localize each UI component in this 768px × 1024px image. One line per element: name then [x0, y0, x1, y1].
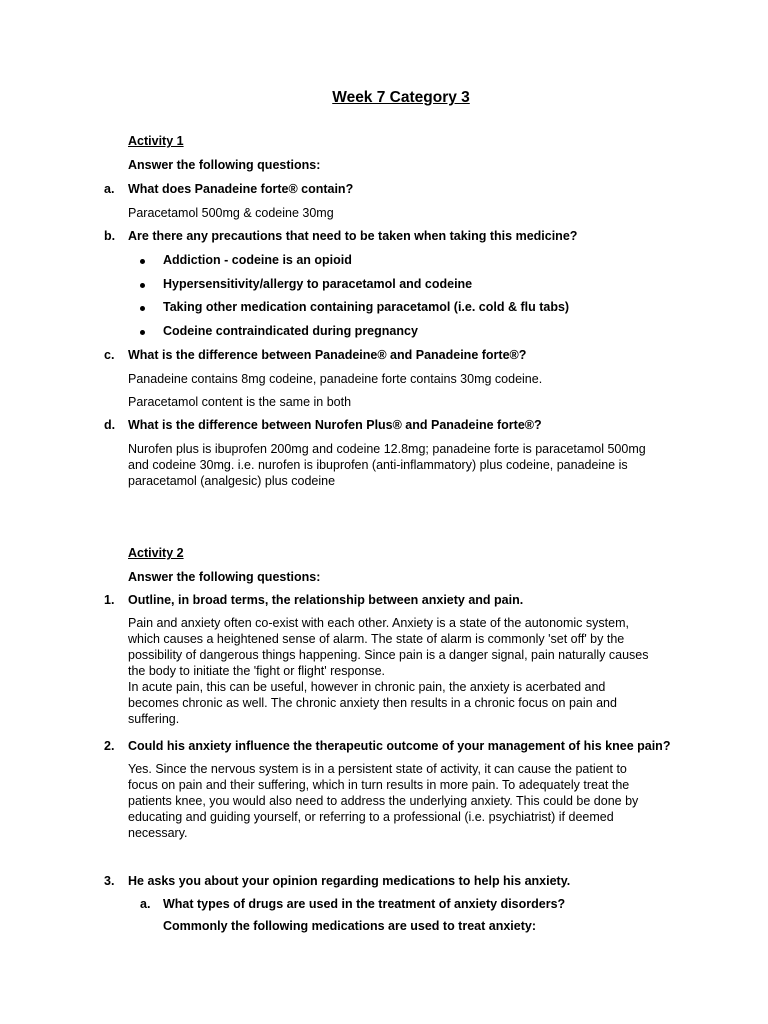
question-1-marker: 1. [104, 593, 115, 607]
sub-answer-text: Commonly the following medications are used to treat anxiety: [163, 919, 536, 933]
answer-1-line: In acute pain, this can be useful, however in chronic pain, the anxiety is acerbated and [128, 680, 606, 694]
question-1-text: Outline, in broad terms, the relationship between anxiety and pain. [128, 593, 524, 607]
page-title: Week 7 Category 3 [332, 89, 470, 106]
question-3-text: He asks you about your opinion regarding medications to help his anxiety. [128, 874, 571, 888]
question-c-text: What is the difference between Panadeine® and Panadeine forte®? [128, 348, 527, 362]
answer-d-line: paracetamol (analgesic) plus codeine [128, 474, 336, 488]
answer-1-line: suffering. [128, 712, 180, 726]
question-a-text: What does Panadeine forte® contain? [128, 182, 354, 196]
question-3-marker: 3. [104, 874, 115, 888]
precaution-item: Addiction - codeine is an opioid [163, 253, 352, 267]
answer-c-line: Panadeine contains 8mg codeine, panadeine forte contains 30mg codeine. [128, 372, 543, 386]
question-b-marker: b. [104, 229, 116, 243]
sub-question-a-marker: a. [140, 897, 151, 911]
answer-c-line: Paracetamol content is the same in both [128, 395, 352, 409]
answer-1-line: possibility of dangerous things happening. Since pain is a danger signal, pain naturally causes [128, 648, 649, 662]
answer-1-line: becomes chronic as well. The chronic anxiety then results in a chronic focus on pain and [128, 696, 617, 710]
precaution-item: Hypersensitivity/allergy to paracetamol and codeine [163, 277, 473, 291]
answer-2-paragraph [128, 761, 680, 841]
question-d-marker: d. [104, 418, 116, 432]
answer-1-line: which causes a heightened sense of alarm. The state of alarm is commonly 'set off' by the [128, 632, 625, 646]
activity-2-instruction: Answer the following questions: [128, 570, 321, 584]
answer-2-line: educating and guiding yourself, or referring to a professional (i.e. psychiatrist) if deemed [128, 810, 614, 824]
answer-d-line: and codeine 30mg. i.e. nurofen is ibuprofen (anti-inflammatory) plus codeine, panadeine is [128, 458, 628, 472]
question-2-text: Could his anxiety influence the therapeutic outcome of your management of his knee pain? [128, 739, 671, 753]
answer-d-paragraph [128, 441, 680, 489]
answer-a-text: Paracetamol 500mg & codeine 30mg [128, 206, 334, 220]
question-a-marker: a. [104, 182, 115, 196]
question-d-text: What is the difference between Nurofen Plus® and Panadeine forte®? [128, 418, 542, 432]
answer-1-paragraph [128, 615, 680, 727]
question-2-marker: 2. [104, 739, 115, 753]
answer-2-line: necessary. [128, 826, 188, 840]
answer-1-line: Pain and anxiety often co-exist with each other. Anxiety is a state of the autonomic system, [128, 616, 629, 630]
answer-1-line: the body to initiate the 'fight or flight' response. [128, 664, 386, 678]
bullet-icon [140, 283, 145, 288]
bullet-icon [140, 259, 145, 264]
answer-2-line: patients knee, you would also need to address the underlying anxiety. This could be done by [128, 794, 639, 808]
sub-question-a-text: What types of drugs are used in the treatment of anxiety disorders? [163, 897, 566, 911]
precaution-item: Taking other medication containing paracetamol (i.e. cold & flu tabs) [163, 300, 570, 314]
answer-2-line: focus on pain and their suffering, which in turn results in more pain. To adequately treat the [128, 778, 630, 792]
activity-2-heading: Activity 2 [128, 546, 184, 560]
precaution-item: Codeine contraindicated during pregnancy [163, 324, 418, 338]
activity-1-instruction: Answer the following questions: [128, 158, 321, 172]
activity-1-heading: Activity 1 [128, 134, 184, 148]
bullet-icon [140, 330, 145, 335]
question-b-text: Are there any precautions that need to be taken when taking this medicine? [128, 229, 578, 243]
answer-d-line: Nurofen plus is ibuprofen 200mg and codeine 12.8mg; panadeine forte is paracetamol 500mg [128, 442, 646, 456]
answer-2-line: Yes. Since the nervous system is in a persistent state of activity, it can cause the patient to [128, 762, 627, 776]
bullet-icon [140, 306, 145, 311]
question-c-marker: c. [104, 348, 115, 362]
